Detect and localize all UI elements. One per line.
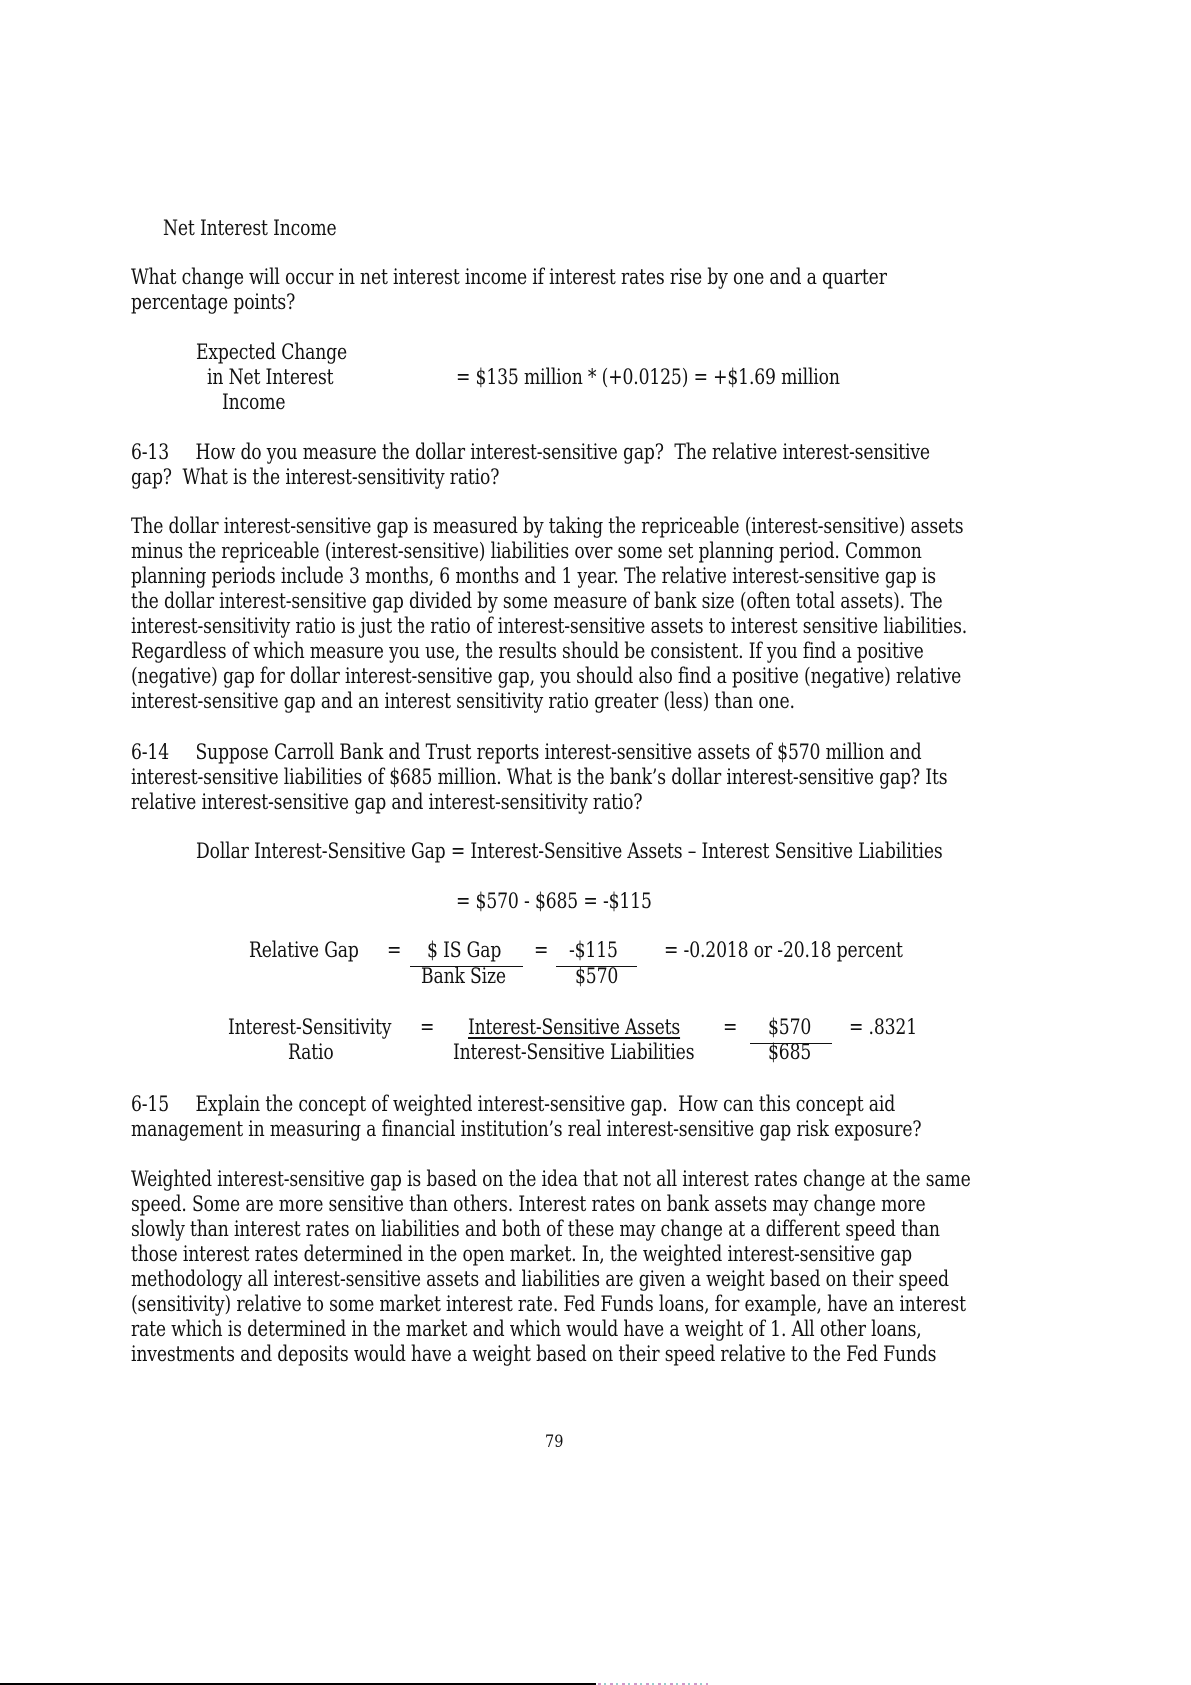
answer-line: (sensitivity) relative to some market interest rate. Fed Funds loans, for example, have an interest	[131, 1292, 966, 1317]
answer-line: speed. Some are more sensitive than others. Interest rates on bank assets may change more	[131, 1192, 926, 1217]
formula-label: Relative Gap	[249, 938, 359, 963]
formula-label: Interest-Sensitivity	[228, 1015, 392, 1040]
question-line: relative interest-sensitive gap and interest-sensitivity ratio?	[131, 790, 643, 815]
question-line: 6-15 Explain the concept of weighted interest-sensitive gap. How can this concept aid	[131, 1092, 896, 1117]
equals-sign: =	[723, 1015, 738, 1040]
answer-line: methodology all interest-sensitive assets and liabilities are given a weight based on their speed	[131, 1267, 949, 1292]
equals-sign: =	[534, 938, 549, 963]
text-line: What change will occur in net interest income if interest rates rise by one and a quarter	[131, 265, 887, 290]
question-line: management in measuring a financial institution’s real interest-sensitive gap risk exposure?	[131, 1117, 922, 1142]
numerator: -$115	[569, 938, 618, 963]
answer-line: slowly than interest rates on liabilities and both of these may change at a different speed than	[131, 1217, 940, 1242]
formula-result: = -0.2018 or -20.18 percent	[664, 938, 903, 963]
question-line: 6-14 Suppose Carroll Bank and Trust reports interest-sensitive assets of $570 million and	[131, 740, 922, 765]
section-heading-net-interest-income: Net Interest Income	[163, 216, 337, 241]
formula-line: Dollar Interest-Sensitive Gap = Interest-Sensitive Assets – Interest Sensitive Liabilities	[196, 839, 943, 864]
answer-line: planning periods include 3 months, 6 months and 1 year. The relative interest-sensitive gap is	[131, 564, 936, 589]
numerator: $570	[768, 1015, 812, 1040]
page-number: 79	[545, 1432, 564, 1452]
formula-label: Ratio	[288, 1040, 334, 1065]
formula-result: = $135 million * (+0.0125) = +$1.69 million	[456, 365, 840, 390]
question-line: gap? What is the interest-sensitivity ratio?	[131, 465, 500, 490]
question-line: interest-sensitive liabilities of $685 million. What is the bank’s dollar interest-sensitive gap? Its	[131, 765, 948, 790]
denominator: Bank Size	[421, 964, 506, 989]
formula-label-line: Income	[222, 390, 286, 415]
answer-line: Weighted interest-sensitive gap is based on the idea that not all interest rates change at the same	[131, 1167, 971, 1192]
equals-sign: =	[387, 938, 402, 963]
answer-line: the dollar interest-sensitive gap divided by some measure of bank size (often total assets). The	[131, 589, 943, 614]
answer-line: minus the repriceable (interest-sensitive) liabilities over some set planning period. Common	[131, 539, 922, 564]
formula-result: = .8321	[849, 1015, 917, 1040]
formula-label-line: in Net Interest	[207, 365, 334, 390]
answer-line: (negative) gap for dollar interest-sensitive gap, you should also find a positive (negative) relative	[131, 664, 962, 689]
formula-result: = $570 - $685 = -$115	[456, 889, 652, 914]
answer-line: The dollar interest-sensitive gap is measured by taking the repriceable (interest-sensitive) assets	[131, 514, 964, 539]
question-line: 6-13 How do you measure the dollar interest-sensitive gap? The relative interest-sensitive	[131, 440, 930, 465]
answer-line: rate which is determined in the market and which would have a weight of 1. All other loans,	[131, 1317, 922, 1342]
numerator: $ IS Gap	[427, 938, 502, 963]
answer-line: interest-sensitivity ratio is just the ratio of interest-sensitive assets to interest sensitive liabilities.	[131, 614, 968, 639]
denominator: Interest-Sensitive Liabilities	[453, 1040, 695, 1065]
answer-line: those interest rates determined in the open market. In, the weighted interest-sensitive gap	[131, 1242, 913, 1267]
denominator: $685	[768, 1040, 812, 1065]
numerator: Interest-Sensitive Assets	[468, 1015, 681, 1040]
answer-line: investments and deposits would have a weight based on their speed relative to the Fed Funds	[131, 1342, 937, 1367]
formula-label-line: Expected Change	[196, 340, 348, 365]
text-line: percentage points?	[131, 290, 296, 315]
denominator: $570	[575, 964, 619, 989]
answer-line: interest-sensitive gap and an interest sensitivity ratio greater (less) than one.	[131, 689, 795, 714]
equals-sign: =	[420, 1015, 435, 1040]
answer-line: Regardless of which measure you use, the results should be consistent. If you find a positive	[131, 639, 924, 664]
